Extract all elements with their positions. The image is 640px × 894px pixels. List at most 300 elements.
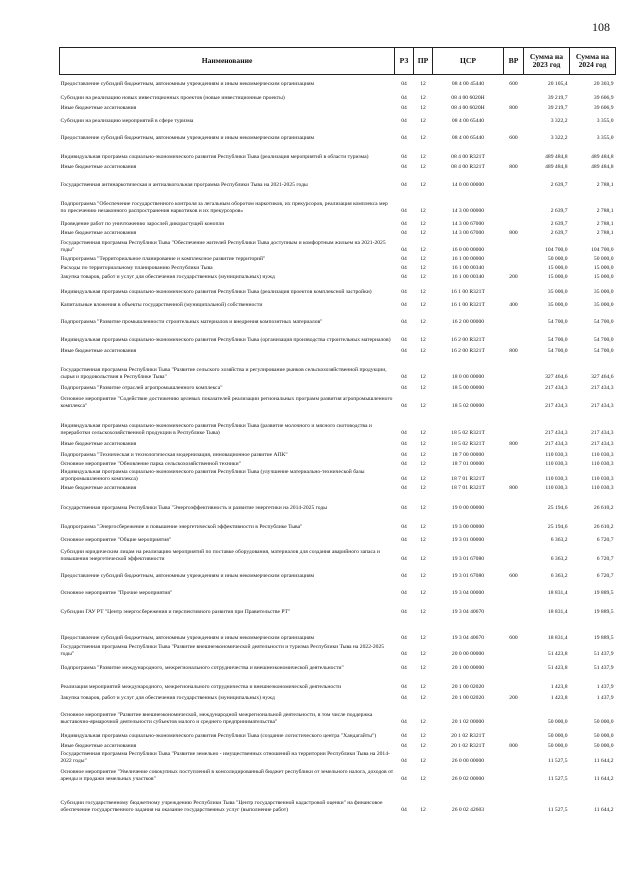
cell-vr — [504, 765, 524, 783]
cell-sum-2024: 39 606,9 — [593, 105, 614, 112]
cell-name: Иные бюджетные ассигнования — [60, 163, 137, 170]
cell-vr: 600 — [509, 635, 518, 642]
table-row — [60, 142, 616, 161]
cell-sum-2024: 3 355,0 — [596, 118, 614, 125]
cell-pr: 12 — [420, 337, 426, 344]
cell-rz: 04 — [401, 274, 407, 281]
cell-vr — [504, 215, 524, 228]
cell-rz: 04 — [401, 537, 407, 544]
cell-sum-2023: 3 322,2 — [550, 135, 568, 142]
cell-sum-2023: 217 434,3 — [545, 403, 568, 410]
cell-pr: 12 — [420, 430, 426, 437]
cell-sum-2024: 50 000,0 — [593, 743, 614, 750]
cell-csr: 16 1 00 00340 — [451, 274, 485, 281]
cell-rz: 04 — [401, 695, 407, 702]
cell-sum-2024: 15 000,0 — [593, 265, 614, 272]
header-vr: ВР — [504, 48, 524, 75]
cell-name: Индивидуальная программа социально-экономического развития Республики Тыва (организация производства строительных материалов) — [60, 336, 391, 343]
table-row — [60, 580, 616, 597]
cell-name: Субсидии на реализацию мероприятий в сфере туризма — [60, 117, 194, 124]
table-row — [60, 740, 616, 750]
cell-vr — [504, 580, 524, 597]
cell-rz: 04 — [401, 154, 407, 161]
table-row — [60, 344, 616, 355]
cell-vr: 600 — [509, 135, 518, 142]
cell-vr: 800 — [509, 230, 518, 237]
cell-vr: 800 — [509, 105, 518, 112]
cell-csr: 18 0 00 00000 — [451, 374, 485, 381]
cell-name: Иные бюджетные ассигнования — [60, 104, 137, 111]
table-row — [60, 468, 616, 483]
cell-vr — [504, 597, 524, 616]
cell-vr — [504, 309, 524, 326]
cell-pr: 12 — [420, 556, 426, 563]
cell-vr — [504, 468, 524, 483]
cell-name: Индивидуальная программа социально-экономического развития Республики Тыва (улучшение материально-технической базы агропромышленного комплекса) — [60, 469, 365, 482]
cell-sum-2024: 1 437,9 — [596, 684, 614, 691]
table-row — [60, 437, 616, 448]
cell-name: Основное мероприятие "Прочие мероприятия" — [60, 589, 173, 596]
cell-csr: 08 4 00 R321Т — [451, 154, 485, 161]
cell-pr: 12 — [420, 441, 426, 448]
cell-sum-2024: 50 000,0 — [593, 719, 614, 726]
cell-vr — [504, 263, 524, 272]
cell-vr — [504, 189, 524, 215]
cell-sum-2024: 54 700,0 — [593, 319, 614, 326]
cell-pr: 12 — [420, 590, 426, 597]
cell-csr: 26 0 00 00000 — [451, 758, 485, 765]
cell-pr: 12 — [420, 452, 426, 459]
cell-name: Индивидуальная программа социально-экономического развития Республики Тыва (развитие молочного и мясного скотоводства и переработки сельскохозяйственной продукции в Республике Тыва) — [60, 423, 372, 436]
cell-csr: 18 5 02 R321Т — [451, 430, 485, 437]
cell-csr: 08 4 00 6020Н — [451, 95, 485, 102]
cell-sum-2024: 2 788,1 — [596, 208, 614, 215]
cell-sum-2023: 11 527,5 — [548, 758, 568, 765]
table-row — [60, 112, 616, 125]
cell-pr: 12 — [420, 230, 426, 237]
cell-pr: 12 — [420, 319, 426, 326]
table-row — [60, 597, 616, 616]
cell-name: Индивидуальная программа социально-экономического развития Республики Тыва (создание логистического центра "Хандагайты") — [60, 732, 377, 739]
cell-csr: 18 5 02 R321Т — [451, 441, 485, 448]
cell-csr: 20 1 02 R321Т — [451, 743, 485, 750]
cell-sum-2024: 19 889,5 — [593, 590, 614, 597]
cell-sum-2023: 35 000,0 — [547, 289, 568, 296]
cell-pr: 12 — [420, 81, 426, 88]
cell-rz: 04 — [401, 265, 407, 272]
cell-csr: 14 3 00 00000 — [451, 208, 485, 215]
cell-sum-2024: 51 437,9 — [593, 665, 614, 672]
cell-rz: 04 — [401, 208, 407, 215]
cell-pr: 12 — [420, 733, 426, 740]
cell-name: Основное мероприятие "Общие мероприятия" — [60, 536, 172, 543]
cell-sum-2024: 2 788,1 — [596, 182, 614, 189]
cell-sum-2023: 11 527,5 — [548, 776, 568, 783]
cell-vr — [504, 672, 524, 691]
cell-sum-2024: 11 644,2 — [594, 776, 614, 783]
cell-name: Основное мероприятие "Обновление парка сельскохозяйственной техники" — [60, 460, 241, 467]
table-row — [60, 448, 616, 459]
cell-csr: 19 3 04 40670 — [451, 635, 485, 642]
cell-rz: 04 — [401, 256, 407, 263]
cell-pr: 12 — [420, 776, 426, 783]
cell-sum-2023: 18 831,4 — [547, 590, 568, 597]
cell-vr — [504, 88, 524, 102]
cell-rz: 04 — [401, 743, 407, 750]
cell-name: Закупка товаров, работ и услуг для обеспечения государственных (муниципальных) нужд — [60, 273, 275, 280]
cell-sum-2024: 11 644,2 — [594, 807, 614, 814]
cell-pr: 12 — [420, 348, 426, 355]
cell-csr: 19 3 01 67080 — [451, 573, 485, 580]
cell-csr: 26 0 02 42603 — [451, 807, 485, 814]
cell-pr: 12 — [420, 105, 426, 112]
cell-sum-2024: 26 610,2 — [593, 524, 614, 531]
table-row — [60, 281, 616, 296]
cell-sum-2024: 39 606,9 — [593, 95, 614, 102]
cell-sum-2023: 54 700,0 — [547, 348, 568, 355]
cell-sum-2024: 110 030,3 — [591, 461, 614, 468]
cell-name: Подпрограмма "Обеспечение государственного контроля за легальным оборотом наркотиков, их прекурсоров, реализация комплекса мер по пресечению незаконного распространения наркотиков и их прекурсоров» — [60, 201, 388, 214]
table-row — [60, 125, 616, 142]
cell-csr: 16 1 00 R321Т — [451, 302, 485, 309]
cell-vr — [504, 448, 524, 459]
cell-sum-2023: 2 639,7 — [550, 182, 568, 189]
cell-sum-2023: 35 000,0 — [547, 302, 568, 309]
cell-csr: 16 2 00 R321Т — [451, 348, 485, 355]
cell-rz: 04 — [401, 182, 407, 189]
cell-pr: 12 — [420, 403, 426, 410]
cell-csr: 19 3 01 00000 — [451, 537, 485, 544]
cell-rz: 04 — [401, 289, 407, 296]
table-row — [60, 326, 616, 344]
cell-vr — [504, 326, 524, 344]
cell-name: Иные бюджетные ассигнования — [60, 229, 137, 236]
cell-sum-2024: 489 484,8 — [591, 164, 614, 171]
cell-pr: 12 — [420, 719, 426, 726]
table-row — [60, 161, 616, 171]
cell-sum-2023: 50 000,0 — [547, 719, 568, 726]
cell-sum-2023: 217 434,3 — [545, 441, 568, 448]
table-row — [60, 381, 616, 392]
cell-rz: 04 — [401, 461, 407, 468]
cell-csr: 19 0 00 00000 — [451, 505, 485, 512]
cell-sum-2024: 54 700,0 — [593, 348, 614, 355]
cell-csr: 19 3 04 00000 — [451, 590, 485, 597]
table-row — [60, 88, 616, 102]
cell-sum-2023: 15 000,0 — [547, 265, 568, 272]
cell-pr: 12 — [420, 374, 426, 381]
cell-rz: 04 — [401, 485, 407, 492]
cell-vr: 400 — [509, 302, 518, 309]
table-row — [60, 658, 616, 672]
cell-name: Государственная программа Республики Тыва "Развитие внешнеэкономической деятельности и туризма Республики Тыва на 2022-2025 годы" — [60, 644, 385, 657]
cell-rz: 04 — [401, 118, 407, 125]
cell-sum-2024: 110 030,3 — [591, 452, 614, 459]
table-row — [60, 75, 616, 88]
cell-sum-2024: 6 720,7 — [596, 573, 614, 580]
cell-pr: 12 — [420, 684, 426, 691]
cell-rz: 04 — [401, 135, 407, 142]
cell-sum-2024: 20 303,9 — [593, 81, 614, 88]
cell-name: Индивидуальная программа социально-экономического развития Республики Тыва (реализация проектов комплексной застройки) — [60, 288, 372, 295]
cell-csr: 14 3 00 67000 — [451, 230, 485, 237]
cell-rz: 04 — [401, 164, 407, 171]
header-sum-2023: Сумма на 2023 год — [524, 48, 570, 75]
cell-sum-2023: 54 700,0 — [547, 319, 568, 326]
cell-csr: 16 1 00 00340 — [451, 265, 485, 272]
cell-rz: 04 — [401, 651, 407, 658]
cell-sum-2024: 217 434,3 — [591, 403, 614, 410]
cell-csr: 19 3 01 67080 — [451, 556, 485, 563]
cell-sum-2023: 110 030,3 — [545, 452, 568, 459]
cell-rz: 04 — [401, 441, 407, 448]
cell-csr: 14 0 00 00000 — [451, 182, 485, 189]
cell-pr: 12 — [420, 95, 426, 102]
cell-sum-2023: 18 831,4 — [547, 609, 568, 616]
cell-csr: 20 1 02 R321Т — [451, 733, 485, 740]
cell-rz: 04 — [401, 95, 407, 102]
header-csr: ЦСР — [433, 48, 504, 75]
table-header — [60, 48, 616, 75]
cell-vr: 800 — [509, 485, 518, 492]
cell-pr: 12 — [420, 665, 426, 672]
cell-name: Подпрограмма "Развитие международного, межрегионального сотрудничества и внешнеэкономической деятельности" — [60, 664, 344, 671]
cell-rz: 04 — [401, 505, 407, 512]
cell-sum-2023: 50 000,0 — [547, 256, 568, 263]
cell-csr: 20 1 00 02020 — [451, 695, 485, 702]
cell-rz: 04 — [401, 758, 407, 765]
table-row — [60, 702, 616, 726]
table-row — [60, 254, 616, 263]
cell-name: Предоставление субсидий бюджетным, автономным учреждениям и иным некоммерческим организациям — [60, 634, 315, 641]
cell-vr — [504, 642, 524, 658]
table-row — [60, 765, 616, 783]
header-name: Наименование — [60, 48, 395, 75]
cell-rz: 04 — [401, 319, 407, 326]
cell-rz: 04 — [401, 403, 407, 410]
cell-sum-2023: 18 831,4 — [547, 635, 568, 642]
cell-sum-2024: 489 484,8 — [591, 154, 614, 161]
cell-pr: 12 — [420, 651, 426, 658]
cell-csr: 16 2 00 00000 — [451, 319, 485, 326]
cell-vr — [504, 171, 524, 189]
cell-rz: 04 — [401, 105, 407, 112]
cell-pr: 12 — [420, 221, 426, 228]
table-row — [60, 355, 616, 381]
table-row — [60, 237, 616, 254]
cell-sum-2024: 50 000,0 — [593, 733, 614, 740]
cell-pr: 12 — [420, 807, 426, 814]
table-row — [60, 531, 616, 544]
cell-name: Капитальные вложения в объекты государственной (муниципальной) собственности — [60, 301, 263, 308]
table-row — [60, 171, 616, 189]
cell-rz: 04 — [401, 609, 407, 616]
cell-csr: 18 7 01 R321Т — [451, 476, 485, 483]
cell-rz: 04 — [401, 684, 407, 691]
cell-vr — [504, 237, 524, 254]
cell-pr: 12 — [420, 118, 426, 125]
table-row — [60, 189, 616, 215]
cell-sum-2023: 2 639,7 — [550, 230, 568, 237]
table-row — [60, 512, 616, 531]
cell-csr: 19 3 00 00000 — [451, 524, 485, 531]
cell-pr: 12 — [420, 182, 426, 189]
cell-sum-2023: 39 219,7 — [547, 95, 568, 102]
cell-vr — [504, 702, 524, 726]
cell-name: Иные бюджетные ассигнования — [60, 440, 137, 447]
cell-vr — [504, 544, 524, 563]
cell-sum-2024: 35 000,0 — [593, 302, 614, 309]
cell-rz: 04 — [401, 590, 407, 597]
cell-name: Подпрограмма "Территориальное планирование и комплексное развитие территорий" — [60, 255, 266, 262]
cell-pr: 12 — [420, 573, 426, 580]
cell-sum-2023: 51 423,8 — [547, 651, 568, 658]
cell-sum-2023: 25 194,6 — [547, 524, 568, 531]
cell-vr — [504, 658, 524, 672]
cell-pr: 12 — [420, 743, 426, 750]
cell-pr: 12 — [420, 635, 426, 642]
cell-pr: 12 — [420, 461, 426, 468]
cell-sum-2023: 6 363,2 — [550, 556, 568, 563]
cell-sum-2024: 19 889,5 — [593, 609, 614, 616]
table-row — [60, 215, 616, 228]
cell-sum-2024: 50 000,0 — [593, 256, 614, 263]
cell-csr: 18 7 01 00000 — [451, 461, 485, 468]
cell-sum-2024: 217 434,3 — [591, 385, 614, 392]
cell-rz: 04 — [401, 524, 407, 531]
cell-csr: 08 4 00 6020Н — [451, 105, 485, 112]
cell-sum-2023: 2 639,7 — [550, 221, 568, 228]
cell-vr — [504, 355, 524, 381]
table-row — [60, 642, 616, 658]
cell-csr: 18 5 02 00000 — [451, 403, 485, 410]
cell-rz: 04 — [401, 247, 407, 254]
cell-csr: 20 1 02 00000 — [451, 719, 485, 726]
cell-csr: 08 4 00 65440 — [451, 135, 485, 142]
cell-sum-2023: 20 105,4 — [547, 81, 568, 88]
cell-vr — [504, 142, 524, 161]
cell-vr — [504, 392, 524, 410]
cell-rz: 04 — [401, 452, 407, 459]
cell-csr: 18 7 00 00000 — [451, 452, 485, 459]
cell-vr — [504, 492, 524, 512]
cell-sum-2024: 104 700,0 — [591, 247, 614, 254]
cell-sum-2024: 51 437,9 — [593, 651, 614, 658]
cell-name: Субсидии на реализацию новых инвестиционных проектов (новые инвестиционные проекты) — [60, 94, 285, 101]
cell-sum-2024: 217 434,3 — [591, 441, 614, 448]
cell-rz: 04 — [401, 733, 407, 740]
table-row — [60, 616, 616, 642]
cell-pr: 12 — [420, 695, 426, 702]
cell-pr: 12 — [420, 476, 426, 483]
cell-sum-2023: 50 000,0 — [547, 733, 568, 740]
cell-sum-2024: 3 355,0 — [596, 135, 614, 142]
cell-sum-2024: 6 720,7 — [596, 556, 614, 563]
cell-name: Иные бюджетные ассигнования — [60, 742, 137, 749]
cell-sum-2023: 104 700,0 — [545, 247, 568, 254]
table-row — [60, 750, 616, 765]
table-row — [60, 272, 616, 281]
cell-name: Подпрограмма "Развитие отраслей агропромышленного комплекса" — [60, 384, 223, 391]
table-row — [60, 483, 616, 492]
cell-csr: 08 4 00 65440 — [451, 118, 485, 125]
cell-name: Проведение работ по уничтожению зарослей дикорастущей конопли — [60, 220, 225, 227]
cell-csr: 16 1 00 R321Т — [451, 289, 485, 296]
cell-sum-2023: 25 194,6 — [547, 505, 568, 512]
cell-rz: 04 — [401, 81, 407, 88]
cell-pr: 12 — [420, 289, 426, 296]
cell-name: Предоставление субсидий бюджетным, автономным учреждениям и иным некоммерческим организациям — [60, 572, 315, 579]
cell-name: Предоставление субсидий бюджетным, автономным учреждениям и иным некоммерческим организациям — [60, 80, 315, 87]
cell-sum-2024: 19 889,5 — [593, 635, 614, 642]
cell-sum-2023: 489 484,8 — [545, 164, 568, 171]
table-row — [60, 672, 616, 691]
cell-csr: 08 4 00 45440 — [451, 81, 485, 88]
table-row — [60, 459, 616, 468]
cell-sum-2024: 327 464,6 — [591, 374, 614, 381]
cell-pr: 12 — [420, 256, 426, 263]
cell-vr — [504, 783, 524, 814]
cell-name: Закупка товаров, работ и услуг для обеспечения государственных (муниципальных) нужд — [60, 694, 275, 701]
cell-sum-2023: 51 423,8 — [547, 665, 568, 672]
table-row — [60, 544, 616, 563]
cell-sum-2024: 11 644,2 — [594, 758, 614, 765]
cell-pr: 12 — [420, 164, 426, 171]
cell-rz: 04 — [401, 337, 407, 344]
cell-rz: 04 — [401, 807, 407, 814]
header-rz: РЗ — [395, 48, 414, 75]
table-row — [60, 563, 616, 580]
cell-vr — [504, 410, 524, 437]
cell-sum-2023: 217 434,3 — [545, 430, 568, 437]
cell-name: Подпрограмма "Развитие промышленности строительных материалов и внедрения композитных материалов" — [60, 318, 323, 325]
cell-sum-2024: 6 720,7 — [596, 537, 614, 544]
cell-sum-2024: 26 610,2 — [593, 505, 614, 512]
cell-sum-2023: 39 219,7 — [547, 105, 568, 112]
cell-name: Индивидуальная программа социально-экономического развития Республики Тыва (реализация мероприятий в области туризма) — [60, 153, 369, 160]
cell-sum-2024: 35 000,0 — [593, 289, 614, 296]
cell-rz: 04 — [401, 374, 407, 381]
cell-csr: 18 5 00 00000 — [451, 385, 485, 392]
cell-vr — [504, 254, 524, 263]
cell-name: Основное мероприятие "Содействие достижению целевых показателей реализации региональных программ развития агропромышленного комплекса" — [60, 396, 393, 409]
cell-sum-2023: 327 464,6 — [545, 374, 568, 381]
cell-name: Субсидии ГАУ РТ "Центр энергосбережения и перспективного развития при Правительстве РТ" — [60, 608, 291, 615]
table-row — [60, 102, 616, 112]
cell-vr — [504, 726, 524, 740]
cell-pr: 12 — [420, 609, 426, 616]
cell-vr: 200 — [509, 274, 518, 281]
cell-rz: 04 — [401, 573, 407, 580]
cell-csr: 16 0 00 00000 — [451, 247, 485, 254]
cell-name: Государственная программа Республики Тыва "Развитие сельского хозяйства и регулирование рынков сельскохозяйственной продукции, сырья и продовольствия в Республике Тыва" — [60, 367, 387, 380]
cell-name: Основное мероприятие "Развитие внешнеэкономической, международной межрегиональной деятельности, в том числе поддержка выставочно-ярмарочной деятельности субъектов малого и среднего предпринимательства" — [60, 712, 373, 725]
cell-pr: 12 — [420, 302, 426, 309]
cell-csr: 14 3 00 67000 — [451, 221, 485, 228]
cell-name: Иные бюджетные ассигнования — [60, 484, 137, 491]
cell-sum-2023: 489 484,8 — [545, 154, 568, 161]
cell-vr — [504, 281, 524, 296]
cell-pr: 12 — [420, 274, 426, 281]
cell-sum-2023: 110 030,3 — [545, 485, 568, 492]
cell-name: Подпрограмма "Техническая и технологическая модернизация, инновационное развитие АПК" — [60, 451, 288, 458]
cell-pr: 12 — [420, 505, 426, 512]
cell-sum-2024: 110 030,3 — [591, 476, 614, 483]
cell-vr — [504, 750, 524, 765]
cell-vr — [504, 531, 524, 544]
cell-pr: 12 — [420, 208, 426, 215]
cell-name: Государственная программа Республики Тыва "Обеспечение жителей Республики Тыва доступным и комфортным жильем на 2021-2025 годы" — [60, 240, 386, 253]
